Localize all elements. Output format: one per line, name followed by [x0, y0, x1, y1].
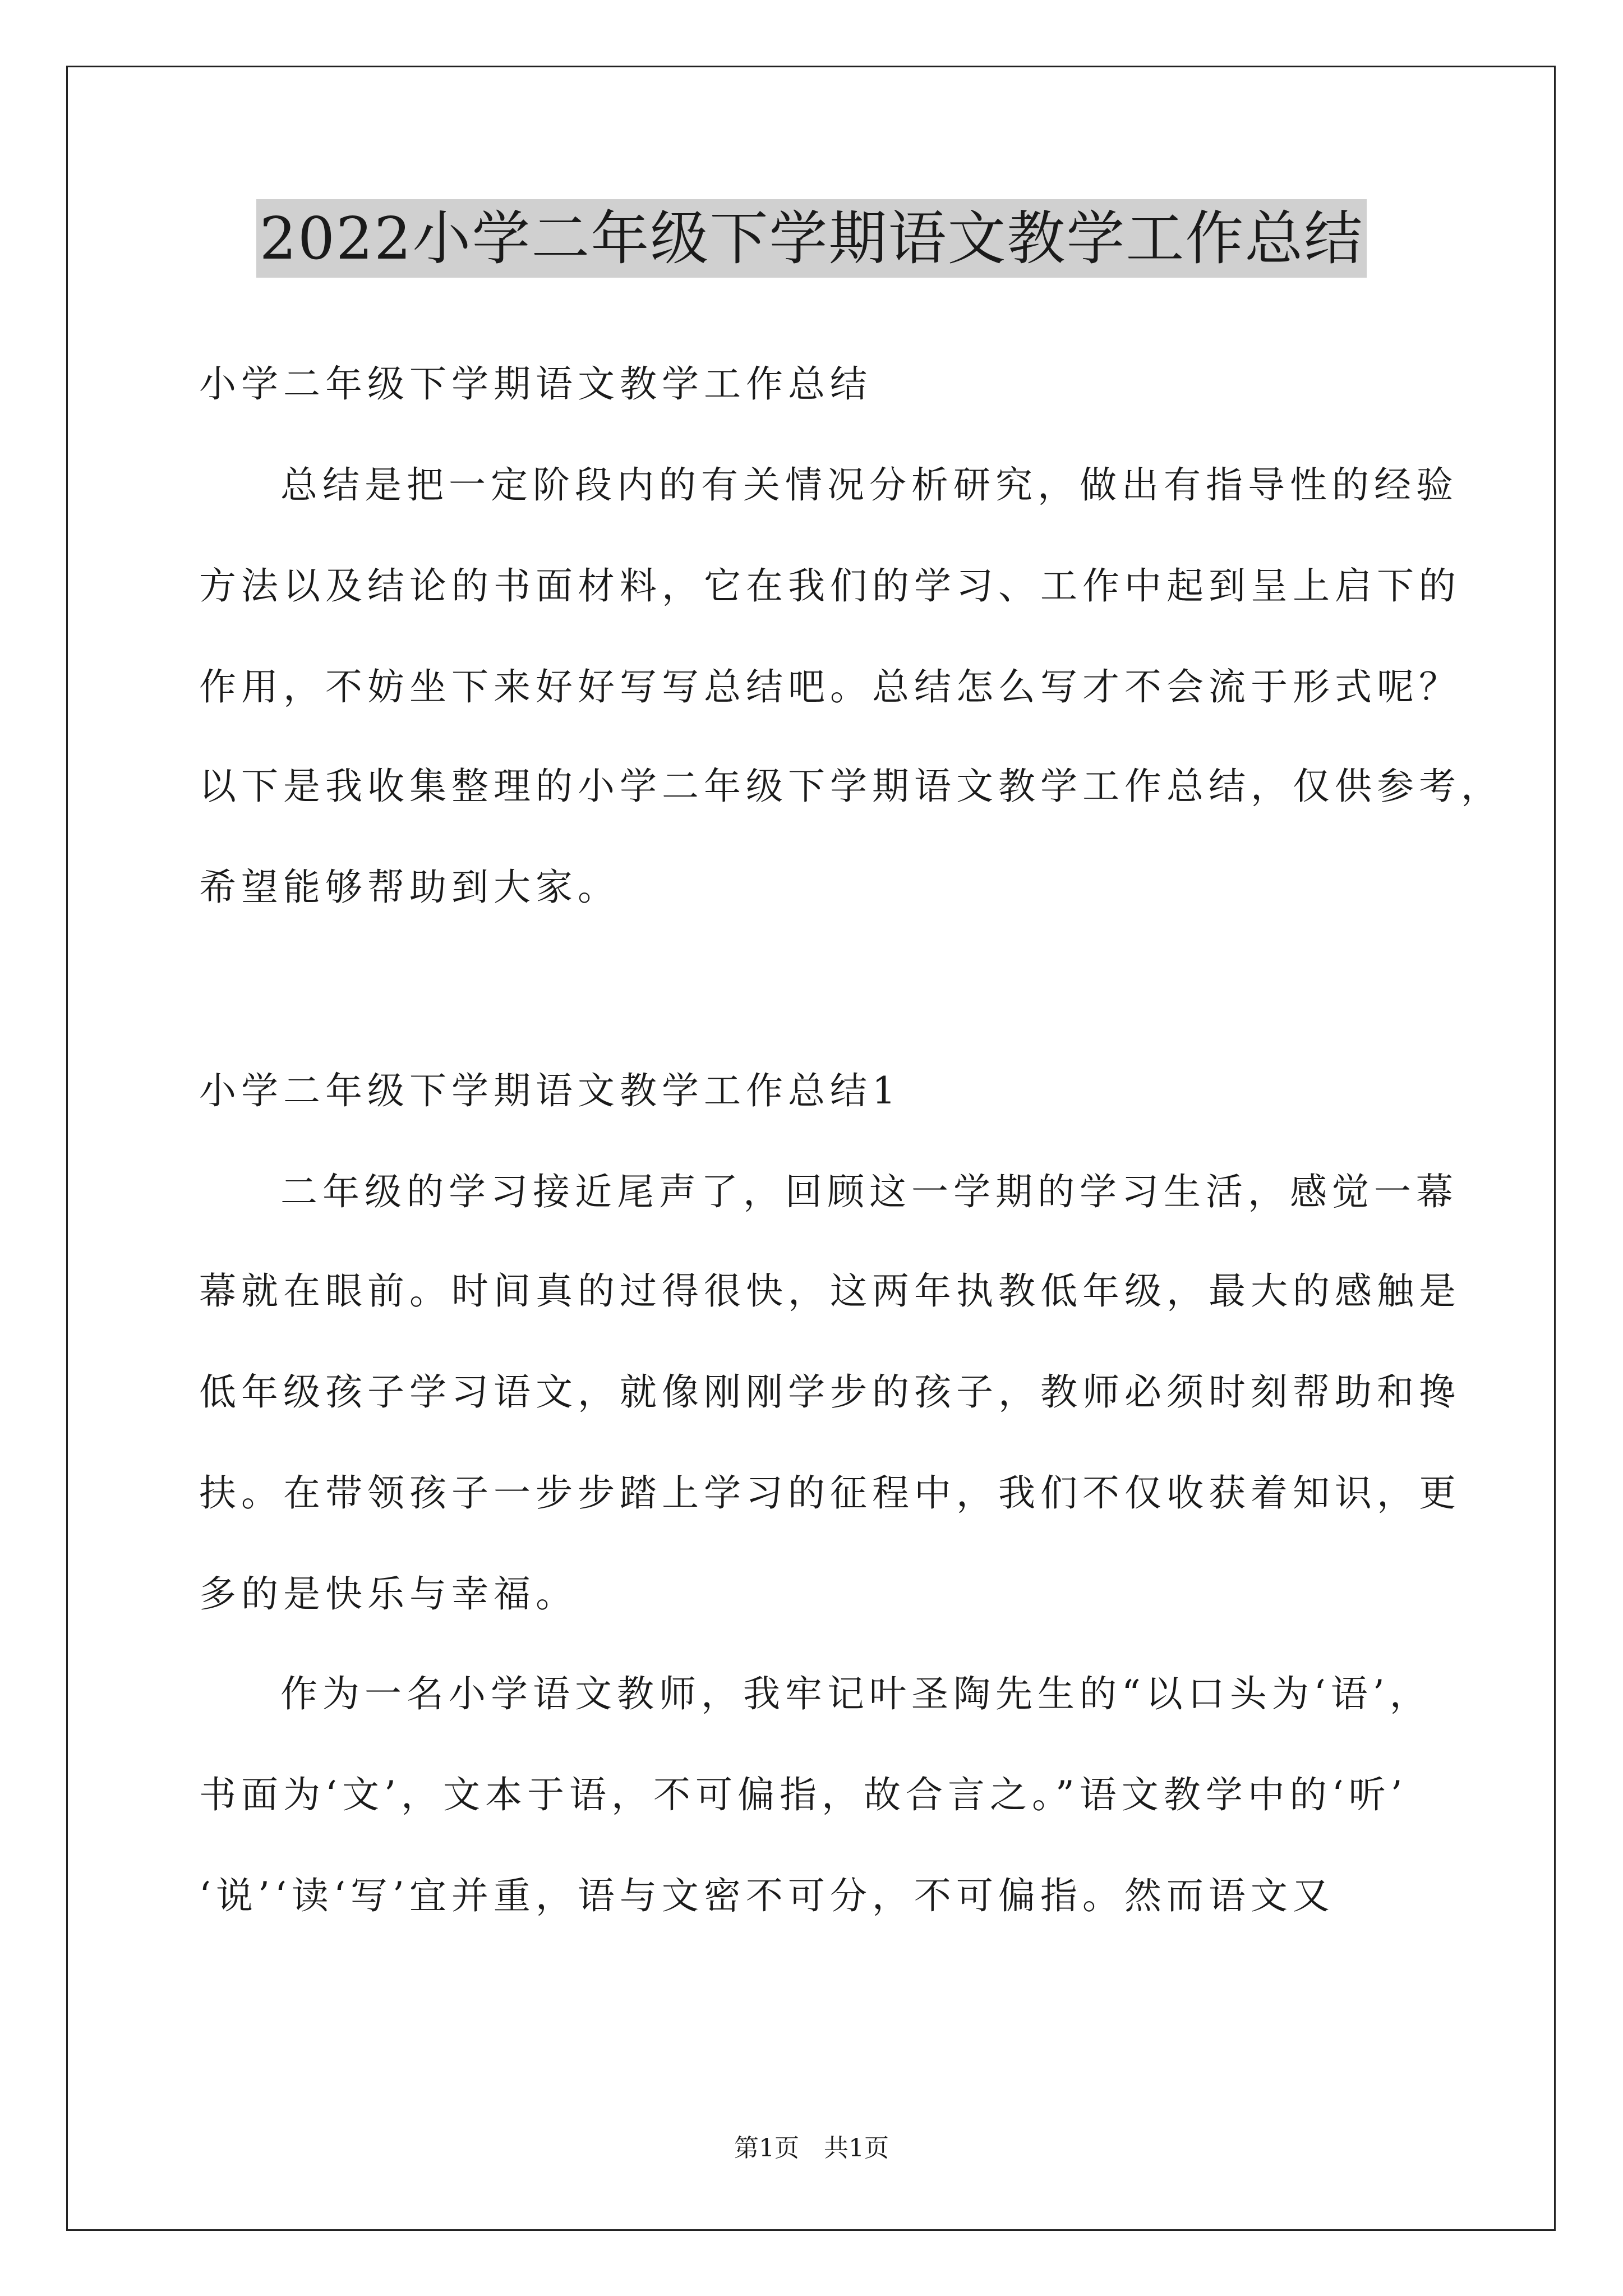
section1-para1-line: 低年级孩子学习语文，就像刚刚学步的孩子，教师必须时刻帮助和搀: [199, 1370, 1461, 1414]
intro-line: 方法以及结论的书面材料，它在我们的学习、工作中起到呈上启下的: [199, 564, 1461, 608]
section1-para2-line: 作为一名小学语文教师，我牢记叶圣陶先生的“以口头为‘语’，: [280, 1672, 1432, 1715]
document-subtitle: 小学二年级下学期语文教学工作总结: [199, 362, 872, 406]
document-title-text: 2022小学二年级下学期语文教学工作总结: [256, 199, 1367, 278]
intro-line: 作用，不妨坐下来好好写写总结吧。总结怎么写才不会流于形式呢？: [199, 665, 1461, 708]
section1-para1-line: 二年级的学习接近尾声了，回顾这一学期的学习生活，感觉一幕: [280, 1170, 1458, 1213]
section-heading: 小学二年级下学期语文教学工作总结1: [199, 1069, 901, 1112]
intro-line: 以下是我收集整理的小学二年级下学期语文教学工作总结，仅供参考，: [199, 765, 1503, 808]
intro-line: 希望能够帮助到大家。: [199, 866, 620, 909]
section1-para1-line: 扶。在带领孩子一步步踏上学习的征程中，我们不仅收获着知识，更: [199, 1471, 1461, 1515]
section1-para2-line: ‘说’‘读‘写’宜并重，语与文密不可分，不可偏指。然而语文又: [199, 1874, 1335, 1917]
section1-para1-line: 幕就在眼前。时间真的过得很快，这两年执教低年级，最大的感触是: [199, 1269, 1461, 1313]
section1-para1-line: 多的是快乐与幸福。: [199, 1572, 578, 1616]
intro-line: 总结是把一定阶段内的有关情况分析研究，做出有指导性的经验: [280, 463, 1458, 507]
section1-para2-line: 书面为‘文’，文本于语，不可偏指，故合言之。”语文教学中的‘听’: [199, 1773, 1408, 1816]
document-title: [0, 199, 1623, 278]
page-footer: [0, 2132, 1623, 2165]
page-number-label: 第1页 共1页: [734, 2134, 889, 2162]
